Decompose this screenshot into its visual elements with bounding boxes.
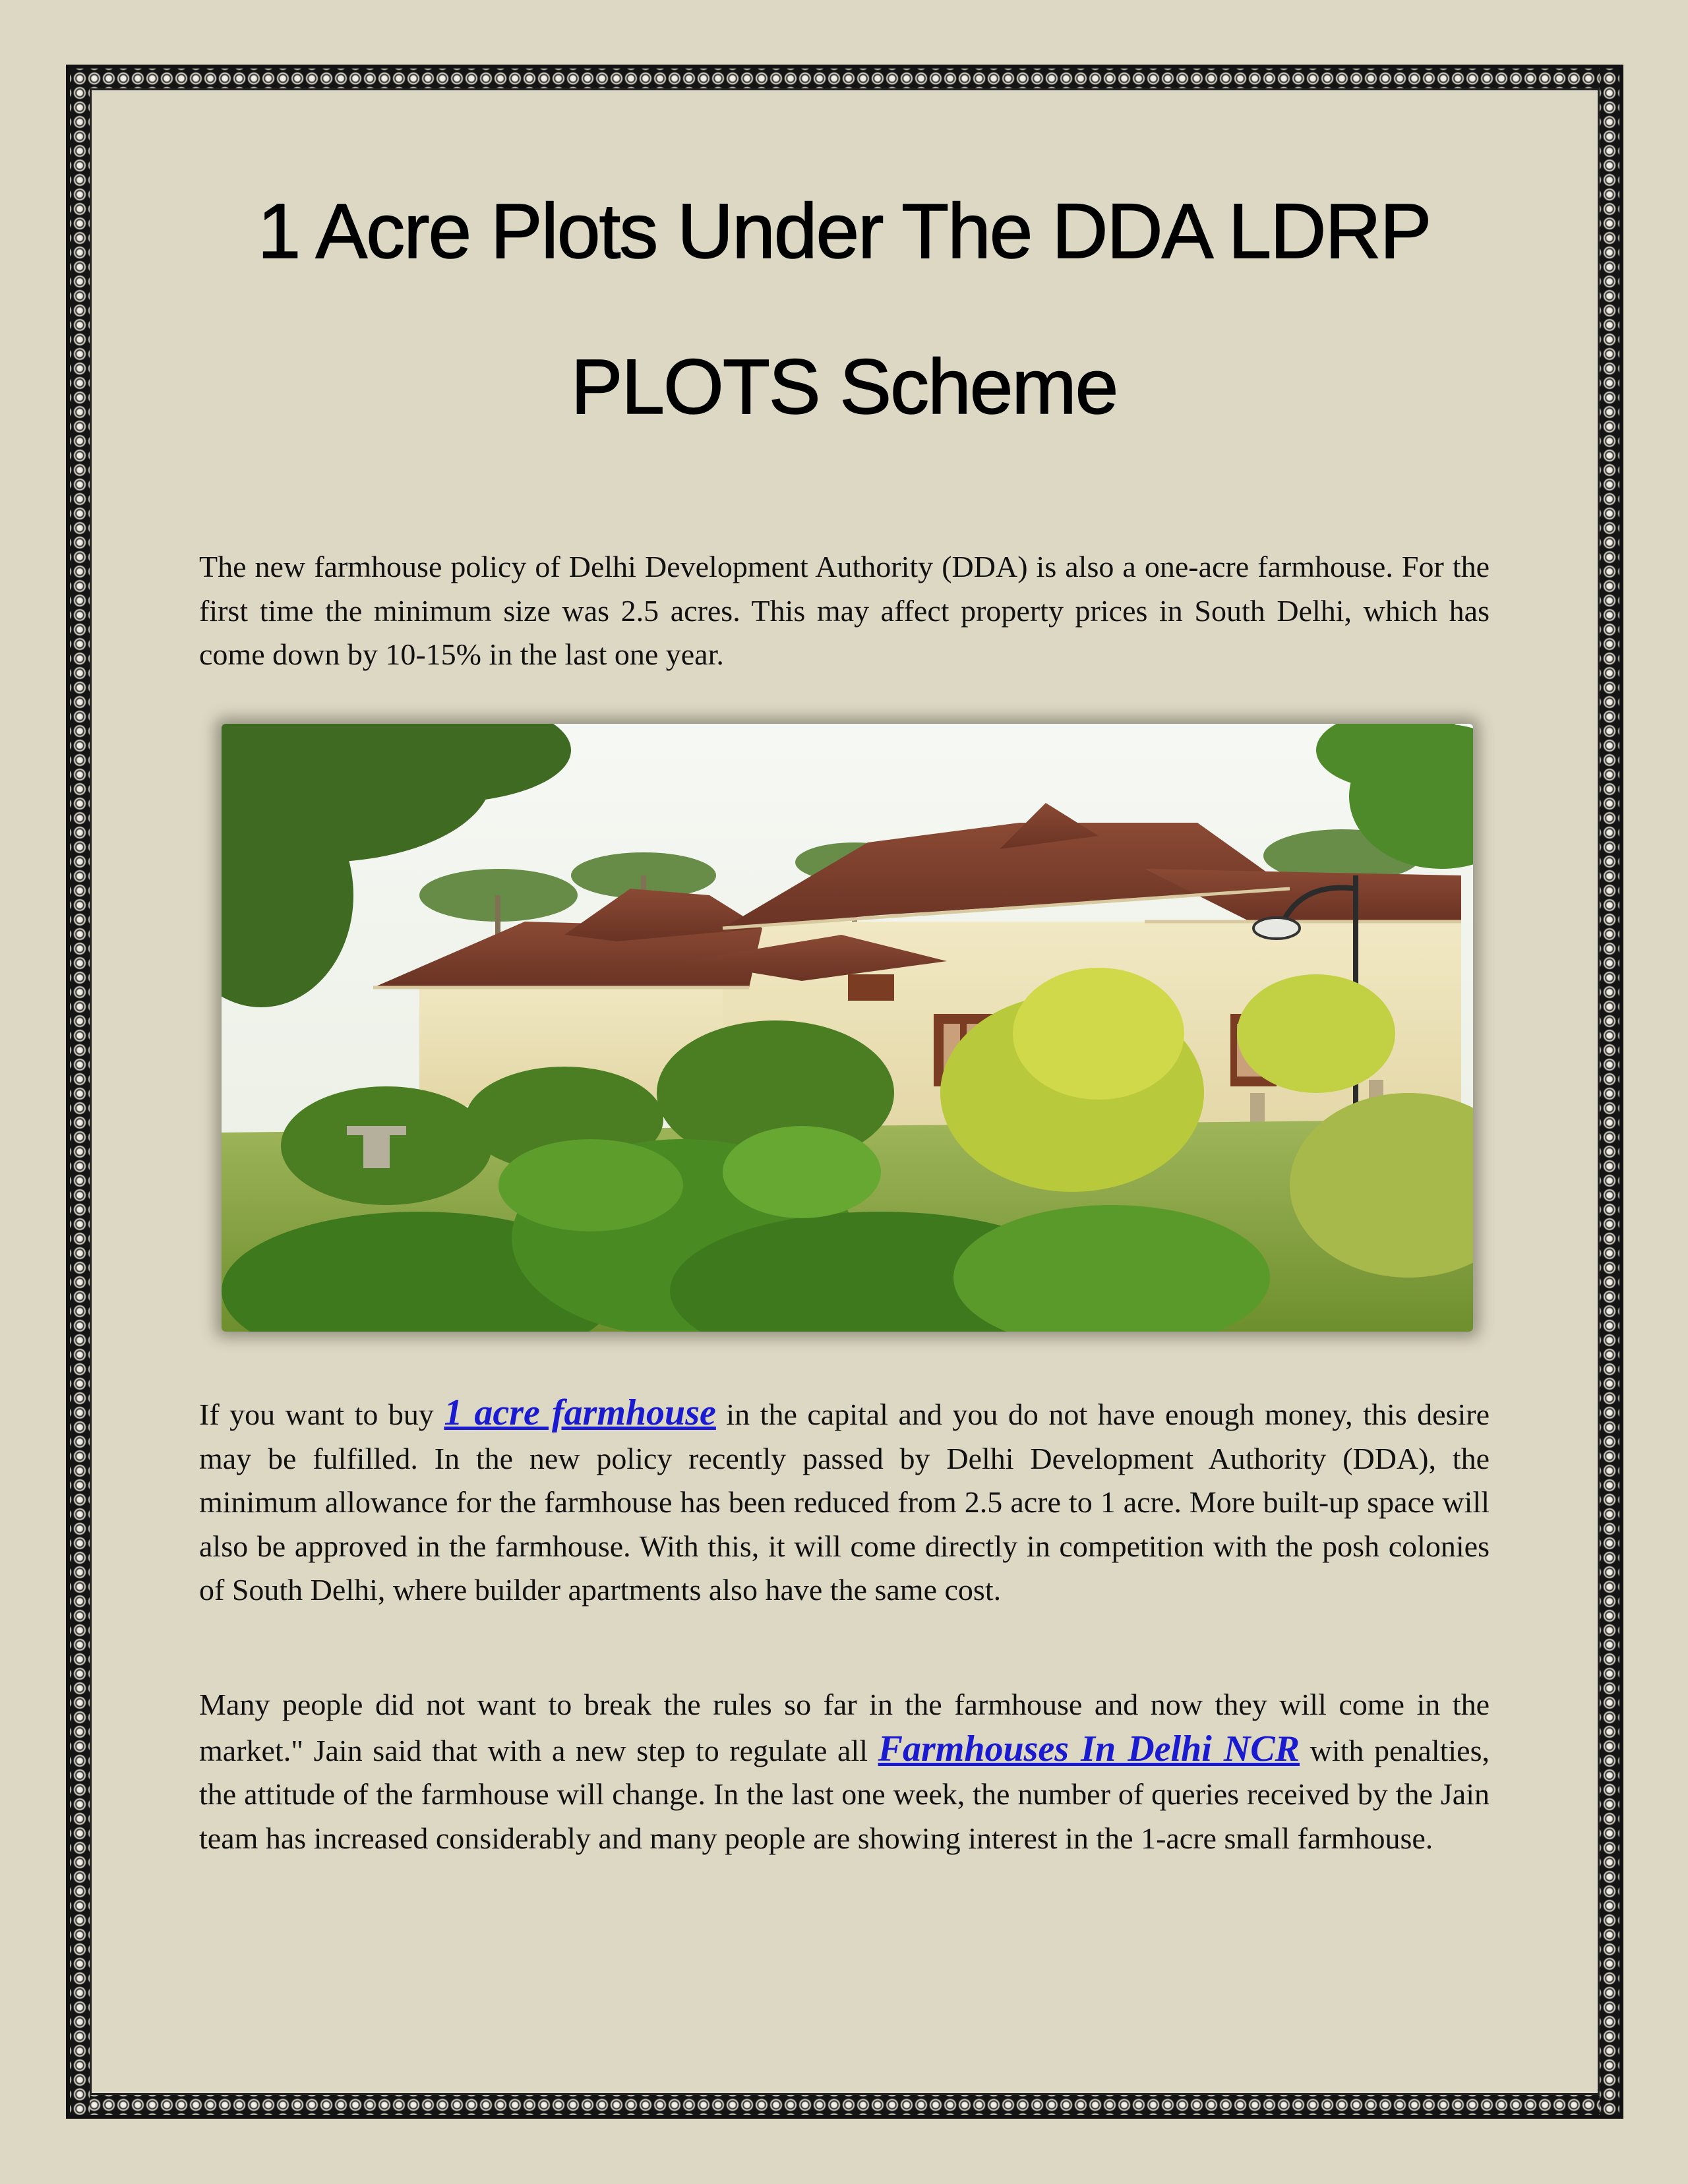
border-band-left	[70, 69, 90, 2115]
body-paragraph-2	[199, 1391, 1490, 1612]
link-farmhouses-in-delhi-ncr[interactable]: Farmhouses In Delhi NCR	[878, 1728, 1300, 1769]
border-band-bottom	[70, 2095, 1619, 2115]
border-band-right	[1600, 69, 1619, 2115]
paragraph-3-text-after-link: with penalties, the attitude of the farmhouse will change. In the last one week, the number of queries received by the Jain team has increased considerably and many people are showing interest in the 1-acre small farmhouse.	[199, 1733, 1490, 1855]
paragraph-2-text-after-link: in the capital and you do not have enough money, this desire may be fulfilled. In the new policy recently passed by Delhi Development Authority (DDA), the minimum allowance for the farmhouse has been reduced from 2.5 acre to 1 acre. More built-up space will also be approved in the farmhouse. With this, it will come directly in competition with the posh colonies of South Delhi, where builder apartments also have the same cost.	[199, 1398, 1490, 1607]
paragraph-2-text-before-link: If you want to buy	[199, 1398, 444, 1431]
page-title-line-1: 1 Acre Plots Under The DDA LDRP	[257, 188, 1431, 275]
intro-paragraph: The new farmhouse policy of Delhi Development Authority (DDA) is also a one-acre farmhouse. For the first time the minimum size was 2.5 acres. This may affect property prices in South Delhi, which has come down by 10-15% in the last one year.	[199, 550, 1490, 671]
link-1-acre-farmhouse[interactable]: 1 acre farmhouse	[444, 1392, 716, 1433]
lamp-head	[1253, 918, 1300, 939]
farmhouse-photo	[222, 724, 1473, 1332]
body-paragraph-3	[199, 1683, 1490, 1860]
border-band-top	[70, 69, 1619, 88]
page-title-line-2: PLOTS Scheme	[570, 343, 1118, 430]
paragraph-3-text-before-link: Many people did not want to break the rules so far in the farmhouse and now they will come in the market." Jain said that with a new step to regulate all	[199, 1688, 1490, 1767]
